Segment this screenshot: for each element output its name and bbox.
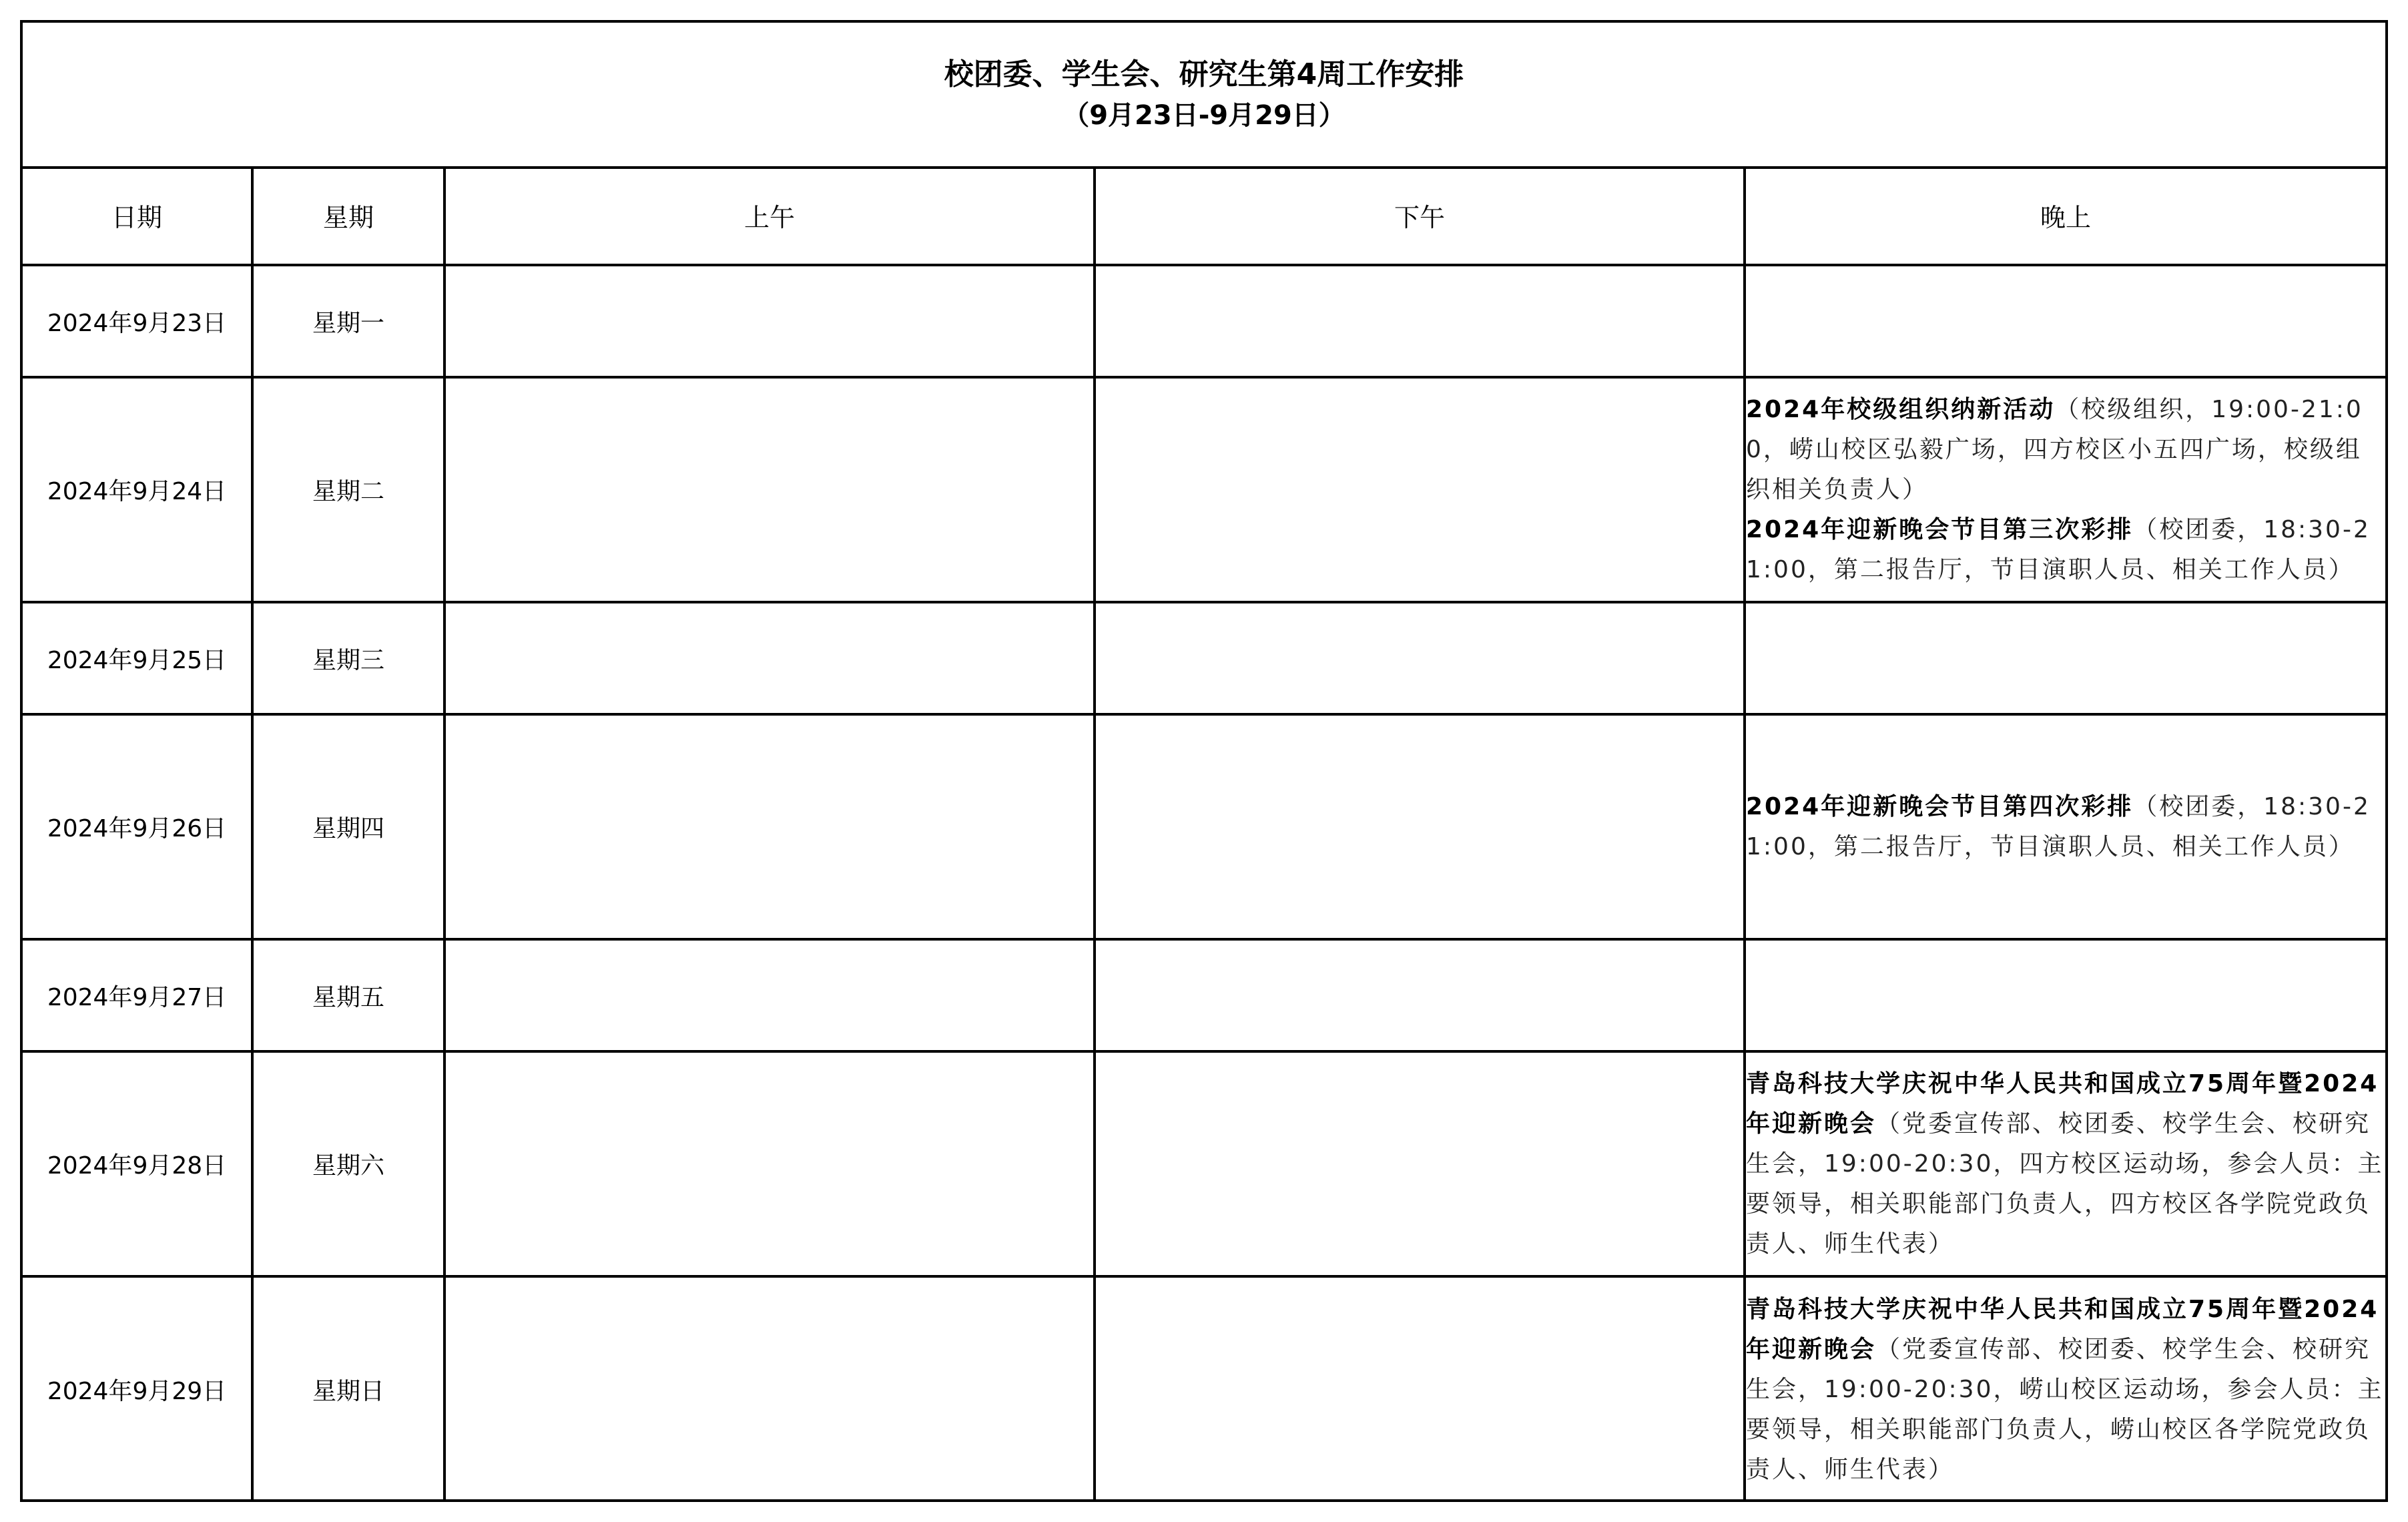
weekday-cell: 星期四 (252, 714, 444, 939)
morning-cell (444, 714, 1095, 939)
afternoon-cell (1095, 714, 1745, 939)
morning-cell (444, 1276, 1095, 1501)
weekday-cell: 星期一 (252, 265, 444, 377)
table-row (23, 602, 2385, 714)
evening-cell (1745, 1276, 2385, 1501)
evening-cell (1745, 939, 2385, 1051)
table-row (23, 377, 2385, 602)
afternoon-cell (1095, 377, 1745, 602)
table-row (23, 1051, 2385, 1276)
weekday-cell: 星期日 (252, 1276, 444, 1501)
header-evening: 晚上 (1745, 166, 2385, 265)
weekday-cell: 星期六 (252, 1051, 444, 1276)
evening-event (1746, 1064, 2385, 1264)
date-cell: 2024年9月27日 (23, 939, 252, 1051)
schedule-table (23, 166, 2385, 1501)
event-name: 2024年迎新晚会节目第四次彩排 (1746, 792, 2134, 820)
date-cell: 2024年9月26日 (23, 714, 252, 939)
date-cell: 2024年9月23日 (23, 265, 252, 377)
morning-cell (444, 939, 1095, 1051)
event-name: 青岛科技大学庆祝中华人民共和国成立75周年暨2024年迎新晚会 (1746, 1069, 2379, 1137)
event-detail: （校团委，18:30-21:00，第二报告厅，节目演职人员、相关工作人员） (1746, 792, 2371, 860)
header-date: 日期 (23, 166, 252, 265)
event-detail: （党委宣传部、校团委、校学生会、校研究生会，19:00-20:30，四方校区运动场，参会人员：主要领导，相关职能部门负责人，四方校区各学院党政负责人、师生代表） (1746, 1109, 2384, 1258)
weekday-cell: 星期三 (252, 602, 444, 714)
event-name: 青岛科技大学庆祝中华人民共和国成立75周年暨2024年迎新晚会 (1746, 1295, 2379, 1363)
morning-cell (444, 377, 1095, 602)
afternoon-cell (1095, 939, 1745, 1051)
title-block (23, 23, 2385, 169)
page-title: 校团委、学生会、研究生第4周工作安排 (944, 57, 1464, 91)
morning-cell (444, 1051, 1095, 1276)
afternoon-cell (1095, 1051, 1745, 1276)
evening-event (1746, 787, 2385, 867)
evening-event (1746, 390, 2385, 510)
afternoon-cell (1095, 1276, 1745, 1501)
table-row (23, 939, 2385, 1051)
evening-event (1746, 510, 2385, 590)
schedule-body (23, 265, 2385, 1501)
header-morning: 上午 (444, 166, 1095, 265)
page-subtitle: （9月23日-9月29日） (1063, 99, 1345, 131)
table-row (23, 1276, 2385, 1501)
evening-cell (1745, 377, 2385, 602)
weekday-cell: 星期五 (252, 939, 444, 1051)
header-weekday: 星期 (252, 166, 444, 265)
evening-cell (1745, 602, 2385, 714)
evening-cell (1745, 265, 2385, 377)
date-cell: 2024年9月29日 (23, 1276, 252, 1501)
event-detail: （校级组织，19:00-21:00，崂山校区弘毅广场，四方校区小五四广场，校级组织相关负责人） (1746, 395, 2363, 503)
evening-event (1746, 1290, 2385, 1490)
morning-cell (444, 265, 1095, 377)
date-cell: 2024年9月25日 (23, 602, 252, 714)
event-name: 2024年迎新晚会节目第三次彩排 (1746, 515, 2134, 543)
weekday-cell: 星期二 (252, 377, 444, 602)
event-name: 2024年校级组织纳新活动 (1746, 395, 2056, 423)
afternoon-cell (1095, 602, 1745, 714)
afternoon-cell (1095, 265, 1745, 377)
evening-cell (1745, 714, 2385, 939)
event-detail: （党委宣传部、校团委、校学生会、校研究生会，19:00-20:30，崂山校区运动场，参会人员：主要领导，相关职能部门负责人，崂山校区各学院党政负责人、师生代表） (1746, 1335, 2384, 1483)
date-cell: 2024年9月28日 (23, 1051, 252, 1276)
header-afternoon: 下午 (1095, 166, 1745, 265)
table-row (23, 265, 2385, 377)
header-row (23, 166, 2385, 265)
table-row (23, 714, 2385, 939)
morning-cell (444, 602, 1095, 714)
event-detail: （校团委，18:30-21:00，第二报告厅，节目演职人员、相关工作人员） (1746, 515, 2371, 583)
date-cell: 2024年9月24日 (23, 377, 252, 602)
schedule-sheet (20, 20, 2388, 1502)
evening-cell (1745, 1051, 2385, 1276)
